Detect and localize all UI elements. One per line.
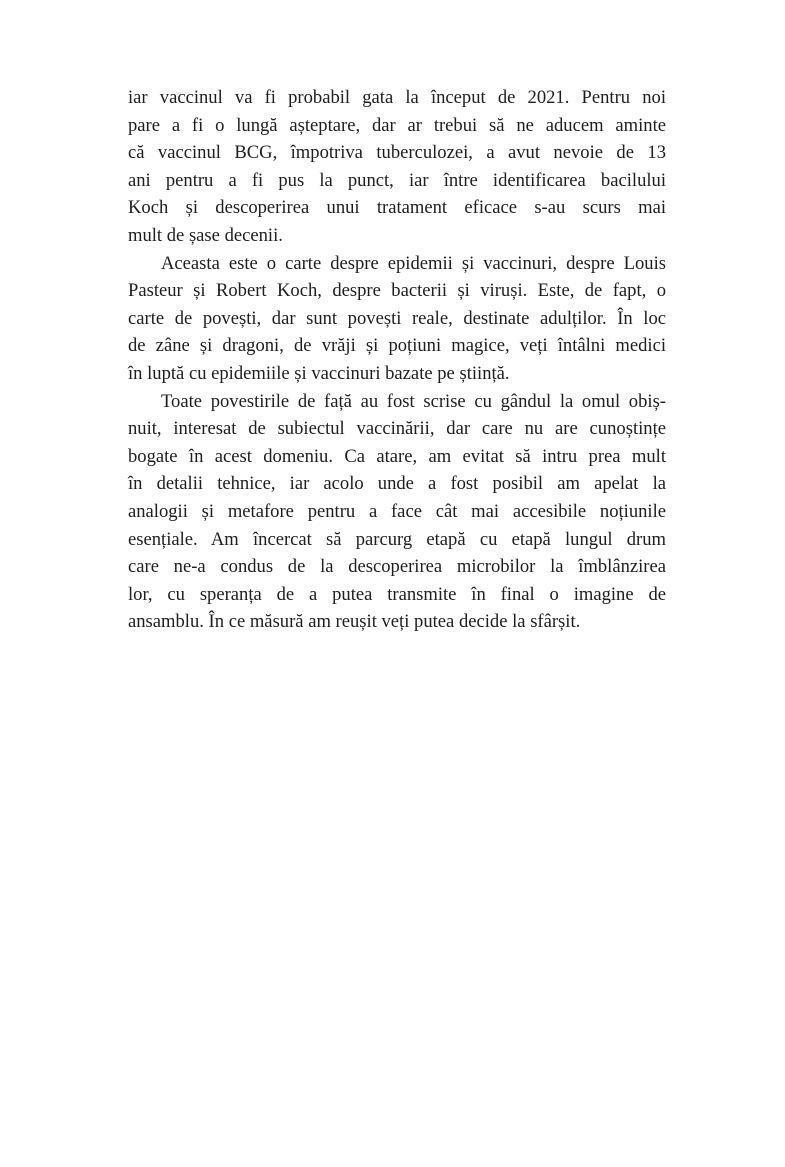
text-line: iar vaccinul va fi probabil gata la început de 2021. Pentru noi (128, 87, 666, 108)
text-line: ani pentru a fi pus la punct, iar între identificarea bacilului (128, 169, 666, 191)
text-line: nuit, interesat de subiectul vaccinării, dar care nu are cunoștințe (128, 418, 666, 440)
text-line: că vaccinul BCG, împotriva tuberculozei, a avut nevoie de 13 (128, 142, 666, 164)
text-line: Aceasta este o carte despre epidemii și vaccinuri, despre Louis (161, 252, 666, 274)
text-line: ansamblu. În ce măsură am reușit veți putea decide la sfârșit. (128, 611, 581, 633)
text-line: lor, cu speranța de a putea transmite în final o imagine de (128, 583, 666, 605)
page-text-block (128, 84, 666, 636)
text-line: de zâne și dragoni, de vrăji și poțiuni magice, veți întâlni medici (128, 335, 666, 357)
text-line: bogate în acest domeniu. Ca atare, am evitat să intru prea mult (128, 445, 666, 467)
text-line: Pasteur și Robert Koch, despre bacterii și viruși. Este, de fapt, o (128, 280, 666, 302)
text-line: mult de șase decenii. (128, 224, 283, 246)
text-line: care ne-a condus de la descoperirea microbilor la îmblânzirea (128, 556, 666, 578)
text-line: pare a fi o lungă așteptare, dar ar trebui să ne aducem aminte (128, 114, 666, 136)
text-line: în luptă cu epidemiile și vaccinuri bazate pe știință. (128, 362, 510, 384)
paragraph-3 (128, 388, 666, 636)
text-line: Toate povestirile de față au fost scrise cu gândul la omul obiș- (161, 390, 666, 412)
text-line: analogii și metafore pentru a face cât mai accesibile noțiunile (128, 500, 666, 522)
paragraph-1 (128, 84, 666, 250)
paragraph-2 (128, 250, 666, 388)
text-line: esențiale. Am încercat să parcurg etapă cu etapă lungul drum (128, 528, 666, 550)
text-line: Koch și descoperirea unui tratament eficace s-au scurs mai (128, 197, 666, 219)
text-line: carte de povești, dar sunt povești reale, destinate adulților. În loc (128, 307, 666, 329)
text-line: în detalii tehnice, iar acolo unde a fost posibil am apelat la (128, 473, 666, 495)
